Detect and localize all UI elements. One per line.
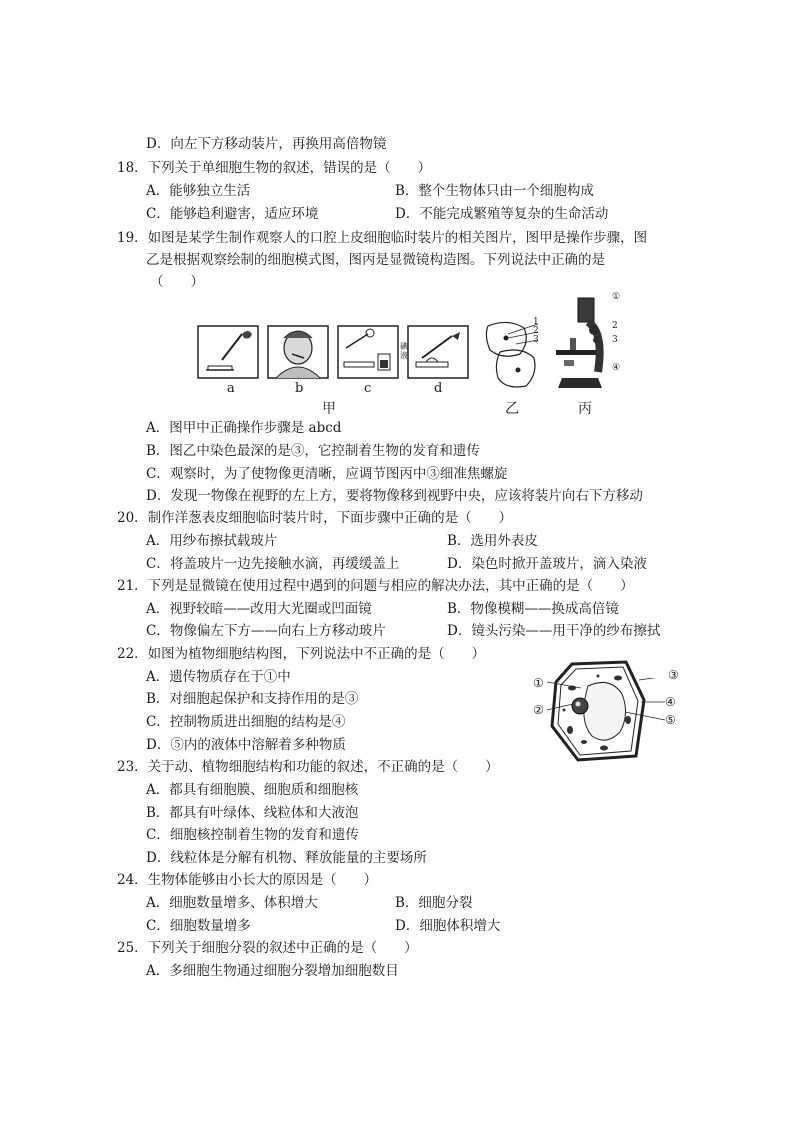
cell-leader-lines <box>545 678 669 728</box>
q24-option-c: C．细胞数量增多 <box>146 918 251 934</box>
cell-label-1: ① <box>533 676 544 690</box>
q21-option-a: A．视野较暗——改用大光圈或凹面镜 <box>146 601 372 617</box>
q19-stem-line2: 乙是根据观察绘制的细胞模式图，图丙是显微镜构造图。下列说法中正确的是 <box>146 252 605 268</box>
yi-label-2: 2 <box>533 326 539 336</box>
q22-option-c: C．控制物质进出细胞的结构是④ <box>146 714 346 730</box>
microscope-drawing <box>548 294 612 394</box>
yi-label-3: 3 <box>533 335 539 345</box>
cell-label-5: ⑤ <box>665 713 676 727</box>
step-label-d: d <box>434 381 443 396</box>
q19-option-c: C．观察时，为了使物像更清晰，应调节图丙中③细准焦螺旋 <box>146 466 508 482</box>
step-label-c: c <box>364 381 372 396</box>
q22-option-d: D．⑤内的液体中溶解着多种物质 <box>146 737 346 753</box>
q18-option-a: A．能够独立生活 <box>146 183 251 199</box>
q22-option-a: A．遗传物质存在于①中 <box>146 669 291 685</box>
q22-stem: 22．如图为植物细胞结构图，下列说法中不正确的是（ ） <box>117 646 486 662</box>
q21-stem: 21．下列是显微镜在使用过程中遇到的问题与相应的解决办法，其中正确的是（ ） <box>117 578 634 594</box>
c-iodine-tag: 碘液 <box>400 342 408 360</box>
steps-drawing <box>196 324 476 384</box>
figure-bing-caption: 丙 <box>578 401 592 417</box>
q21-option-b: B．物像模糊——换成高倍镜 <box>447 601 619 617</box>
step-label-b: b <box>295 381 304 396</box>
bing-label-3: 3 <box>612 335 618 345</box>
q21-option-c: C．物像偏左下方——向右上方移动玻片 <box>146 623 386 639</box>
q23-option-d: D．线粒体是分解有机物、释放能量的主要场所 <box>146 850 427 866</box>
q18-option-b: B．整个生物体只由一个细胞构成 <box>395 183 594 199</box>
q24-stem: 24．生物体能够由小长大的原因是（ ） <box>117 872 378 888</box>
step-label-a: a <box>227 381 235 396</box>
q20-option-d: D．染色时掀开盖玻片，滴入染液 <box>447 556 647 572</box>
q20-option-a: A．用纱布擦拭载玻片 <box>146 533 278 549</box>
q17-option-d: D．向左下方移动装片，再换用高倍物镜 <box>146 136 387 152</box>
cell-label-2: ② <box>533 703 544 717</box>
q24-option-b: B．细胞分裂 <box>395 895 473 911</box>
q21-option-d: D．镜头污染——用干净的纱布擦拭 <box>447 623 661 639</box>
figure-jia-steps <box>196 324 476 384</box>
q19-option-d: D．发现一物像在视野的左上方，要将物像移到视野中央，应该将装片向右下方移动 <box>146 488 643 504</box>
q24-option-d: D．细胞体积增大 <box>395 918 501 934</box>
q20-option-b: B．选用外表皮 <box>447 533 538 549</box>
q20-stem: 20．制作洋葱表皮细胞临时装片时，下面步骤中正确的是（ ） <box>117 510 513 526</box>
bing-label-4: ④ <box>612 363 621 373</box>
figure-jia-caption: 甲 <box>322 401 336 417</box>
cell-label-4: ④ <box>665 695 676 709</box>
q23-stem: 23．关于动、植物细胞结构和功能的叙述，不正确的是（ ） <box>117 759 499 775</box>
q18-option-d: D．不能完成繁殖等复杂的生命活动 <box>395 206 609 222</box>
q22-option-b: B．对细胞起保护和支持作用的是③ <box>146 691 359 707</box>
q23-option-a: A．都具有细胞膜、细胞质和细胞核 <box>146 782 359 798</box>
figure-yi-caption: 乙 <box>505 401 519 417</box>
q19-stem-line1: 19．如图是某学生制作观察人的口腔上皮细胞临时装片的相关图片，图甲是操作步骤，图 <box>117 230 648 246</box>
q23-option-c: C．细胞核控制着生物的发育和遗传 <box>146 827 359 843</box>
q19-stem-line3: （ ） <box>150 274 204 290</box>
yi-label-1: 1 <box>533 317 539 327</box>
bing-label-1: ① <box>612 292 621 302</box>
bing-label-2: 2 <box>612 321 618 331</box>
q25-stem: 25．下列关于细胞分裂的叙述中正确的是（ ） <box>117 940 418 956</box>
q20-option-c: C．将盖玻片一边先接触水滴，再缓缓盖上 <box>146 556 400 572</box>
q18-option-c: C．能够趋利避害，适应环境 <box>146 206 319 222</box>
q24-option-a: A．细胞数量增多、体积增大 <box>146 895 318 911</box>
q19-option-b: B．图乙中染色最深的是③，它控制着生物的发育和遗传 <box>146 443 480 459</box>
q19-option-a: A．图甲中正确操作步骤是 abcd <box>146 420 342 436</box>
q23-option-b: B．都具有叶绿体、线粒体和大液泡 <box>146 805 359 821</box>
q18-stem: 18．下列关于单细胞生物的叙述，错误的是（ ） <box>117 160 432 176</box>
figure-bing-microscope <box>548 294 612 394</box>
q25-option-a: A．多细胞生物通过细胞分裂增加细胞数目 <box>146 963 399 979</box>
cell-label-3: ③ <box>668 668 679 682</box>
